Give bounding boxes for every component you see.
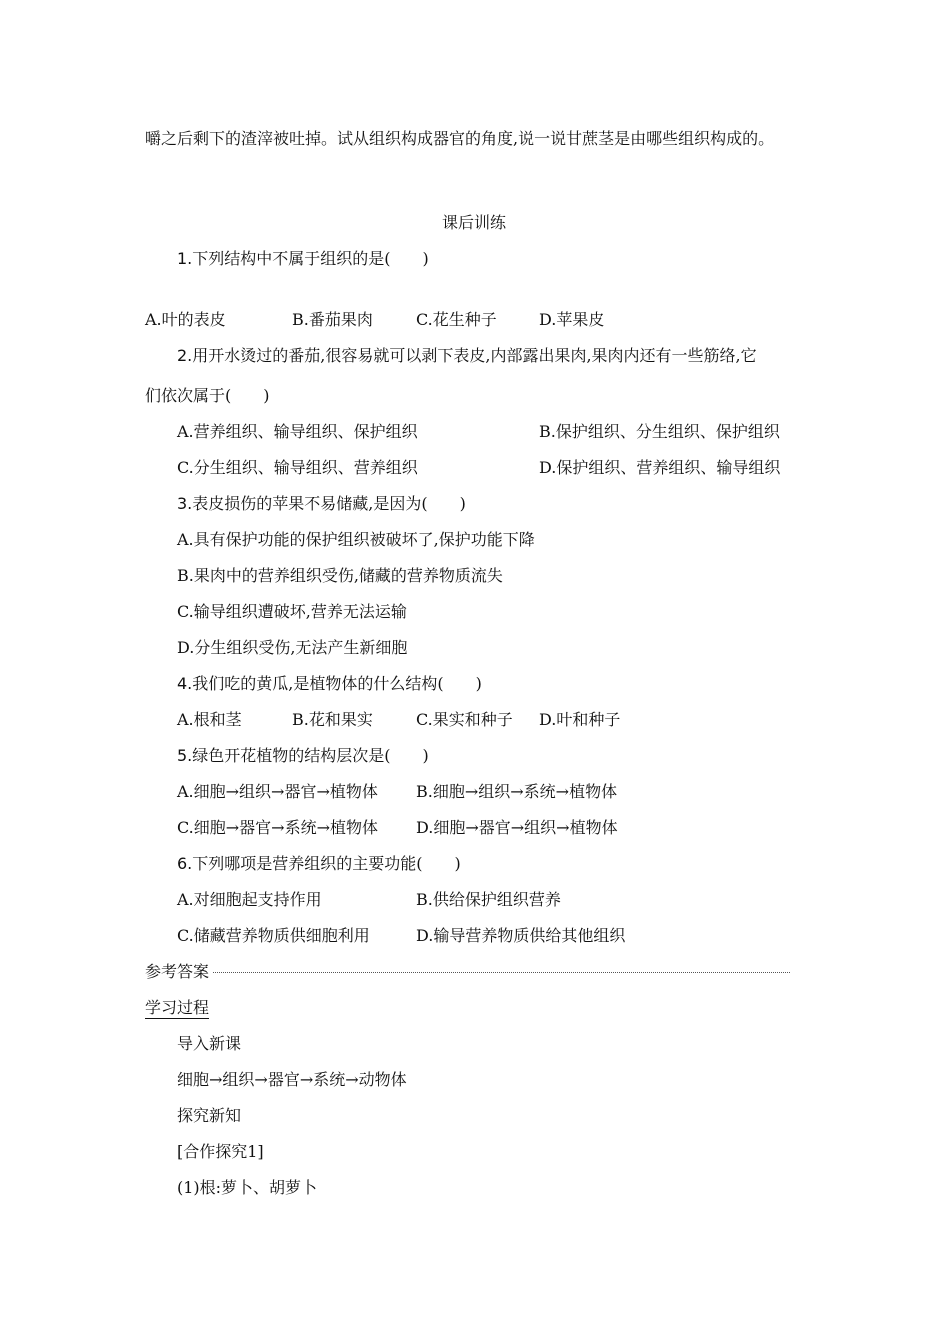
question-number: 6. [177, 854, 193, 873]
intro-paragraph-tail: 嚼之后剩下的渣滓被吐掉。试从组织构成器官的角度,说一说甘蔗茎是由哪些组织构成的。 [145, 129, 775, 148]
option-2d: D.保护组织、营养组织、输导组织 [539, 458, 781, 477]
question-number: 1. [177, 249, 193, 268]
question-3 [177, 493, 466, 515]
option-3c: C.输导组织遭破坏,营养无法运输 [177, 602, 407, 621]
question-number: 3. [177, 494, 193, 513]
question-text: 我们吃的黄瓜,是植物体的什么结构( ) [192, 674, 482, 693]
question-number: 5. [177, 746, 193, 765]
question-text: 用开水烫过的番茄,很容易就可以剥下表皮,内部露出果肉,果肉内还有一些筋络,它 [192, 346, 757, 365]
answers-heading-text: 学习过程 [145, 998, 210, 1017]
question-4 [177, 673, 482, 695]
option-6c: C.储藏营养物质供细胞利用 [177, 926, 370, 945]
option-1d: D.苹果皮 [539, 310, 605, 329]
option-4a: A.根和茎 [177, 710, 242, 729]
option-4c: C.果实和种子 [416, 710, 513, 729]
answer-line-2: 细胞→组织→器官→系统→动物体 [177, 1070, 407, 1089]
question-text: 下列结构中不属于组织的是( ) [192, 249, 429, 268]
question-number: 4. [177, 674, 193, 693]
question-text: 绿色开花植物的结构层次是( ) [192, 746, 429, 765]
option-1c: C.花生种子 [416, 310, 497, 329]
option-5d: D.细胞→器官→组织→植物体 [416, 818, 618, 837]
answer-line-1: 导入新课 [177, 1034, 242, 1053]
question-text: 下列哪项是营养组织的主要功能( ) [192, 854, 461, 873]
option-3b: B.果肉中的营养组织受伤,储藏的营养物质流失 [177, 566, 503, 585]
option-6d: D.输导营养物质供给其他组织 [416, 926, 626, 945]
question-number: 2. [177, 346, 193, 365]
option-3d: D.分生组织受伤,无法产生新细胞 [177, 638, 408, 657]
option-5a: A.细胞→组织→器官→植物体 [177, 782, 378, 801]
option-4b: B.花和果实 [292, 710, 373, 729]
question-5 [177, 745, 429, 767]
option-2c: C.分生组织、输导组织、营养组织 [177, 458, 418, 477]
option-2a: A.营养组织、输导组织、保护组织 [177, 422, 418, 441]
option-6a: A.对细胞起支持作用 [177, 890, 322, 909]
option-2b: B.保护组织、分生组织、保护组织 [539, 422, 780, 441]
option-5b: B.细胞→组织→系统→植物体 [416, 782, 618, 801]
dotted-divider [213, 972, 790, 973]
option-1a: A.叶的表皮 [145, 310, 226, 329]
option-3a: A.具有保护功能的保护组织被破坏了,保护功能下降 [177, 530, 535, 549]
answers-heading [145, 997, 209, 1019]
answer-line-5: (1)根:萝卜、胡萝卜 [177, 1178, 318, 1197]
question-2 [177, 345, 757, 367]
question-text: 表皮损伤的苹果不易储藏,是因为( ) [192, 494, 466, 513]
answer-line-3: 探究新知 [177, 1106, 242, 1125]
option-1b: B.番茄果肉 [292, 310, 373, 329]
answers-label: 参考答案 [145, 962, 210, 981]
question-1 [177, 248, 429, 270]
question-2-continued: 们依次属于( ) [145, 386, 270, 405]
option-4d: D.叶和种子 [539, 710, 621, 729]
option-6b: B.供给保护组织营养 [416, 890, 561, 909]
option-5c: C.细胞→器官→系统→植物体 [177, 818, 378, 837]
answer-line-4: [合作探究1] [177, 1142, 264, 1161]
section-title: 课后训练 [442, 213, 507, 232]
question-6 [177, 853, 461, 875]
